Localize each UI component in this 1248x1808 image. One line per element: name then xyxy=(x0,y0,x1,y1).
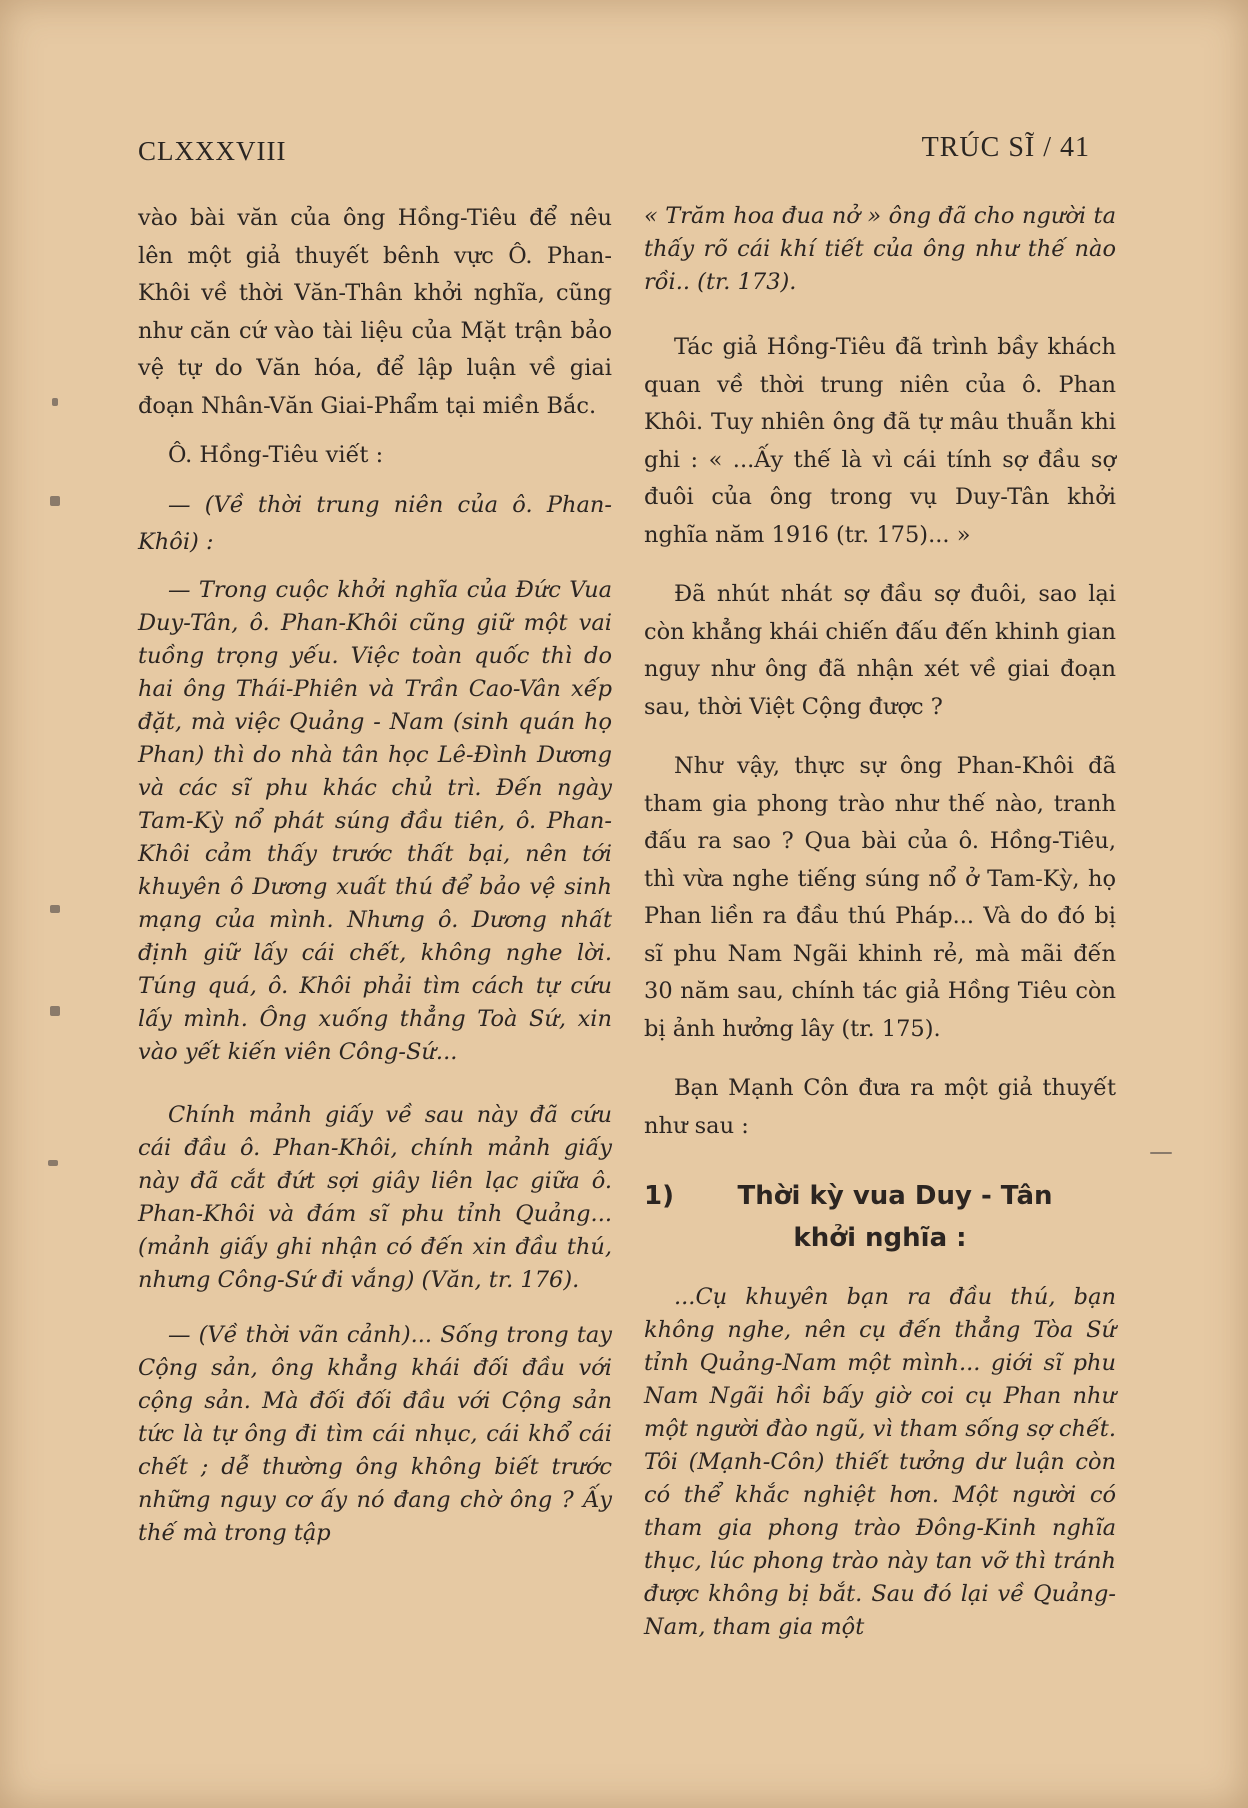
section-heading-line: khởi nghĩa : xyxy=(793,1223,967,1253)
page-header-left: CLXXXVIII xyxy=(138,136,287,166)
quoted-paragraph: Chính mảnh giấy về sau này đã cứu cái đầu ô. Phan-Khôi, chính mảnh giấy này đã cắt đứt sợi giây liên lạc giữa ô. Phan-Khôi và đám sĩ phu tỉnh Quảng... (mảnh giấy ghi nhận có đến xin đầu thú, nhưng Công-Sứ đi vắng) (Văn, tr. 176). xyxy=(138,1101,612,1293)
margin-mark xyxy=(1150,1152,1172,1154)
quoted-paragraph: — Trong cuộc khởi nghĩa của Đức Vua Duy-Tân, ô. Phan-Khôi cũng giữ một vai tuồng trọng yếu. Việc toàn quốc thì do hai ông Thái-Phiên và Trần Cao-Vân xếp đặt, mà việc Quảng - Nam (sinh quán họ Phan) thì do nhà tân học Lê-Đình Dương và các sĩ phu khác chủ trì. Đến ngày Tam-Kỳ nổ phát súng đầu tiên, ô. Phan-Khôi cảm thấy trước thất bại, nên tới khuyên ô Dương xuất thú để bảo vệ sinh mạng của mình. Nhưng ô. Dương nhất định giữ lấy cái chết, không nghe lời. Túng quá, ô. Khôi phải tìm cách tự cứu lấy mình. Ông xuống thẳng Toà Sứ, xin vào yết kiến viên Công-Sứ... xyxy=(138,576,612,1065)
section-heading xyxy=(644,1175,1116,1259)
paragraph: Đã nhút nhát sợ đầu sợ đuôi, sao lại còn khẳng khái chiến đấu đến khinh gian nguy như ông đã nhận xét về giai đoạn sau, thời Việt Cộng được ? xyxy=(644,581,1116,720)
page-header-right: TRÚC SĨ / 41 xyxy=(921,132,1090,163)
quoted-paragraph: ...Cụ khuyên bạn ra đầu thú, bạn không nghe, nên cụ đến thẳng Tòa Sứ tỉnh Quảng-Nam một mình... giới sĩ phu Nam Ngãi hồi bấy giờ coi cụ Phan như một người đào ngũ, vì tham sống sợ chết. Tôi (Mạnh-Côn) thiết tưởng dư luận còn có thể khắc nghiệt hơn. Một người có tham gia phong trào Đông-Kinh nghĩa thục, lúc phong trào này tan vỡ thì tránh được không bị bắt. Sau đó lại về Quảng-Nam, tham gia một xyxy=(644,1284,1116,1640)
margin-mark xyxy=(50,496,60,506)
section-number: 1) xyxy=(644,1181,674,1211)
paragraph: Tác giả Hồng-Tiêu đã trình bầy khách quan về thời trung niên của ô. Phan Khôi. Tuy nhiên ông đã tự mâu thuẫn khi ghi : « ...Ấy thế là vì cái tính sợ đầu sợ đuôi của ông trong vụ Duy-Tân khởi nghĩa năm 1916 (tr. 175)... » xyxy=(644,334,1116,548)
margin-mark xyxy=(50,1006,60,1016)
quoted-paragraph: — (Về thời vãn cảnh)... Sống trong tay Cộng sản, ông khẳng khái đối đầu với cộng sản. Mà đối đối đầu với Cộng sản tức là tự ông đi tìm cái nhục, cái khổ cái chết ; dễ thường ông không biết trước những nguy cơ ấy nó đang chờ ông ? Ấy thế mà trong tập xyxy=(138,1321,612,1546)
paragraph: Ô. Hồng-Tiêu viết : xyxy=(168,442,384,468)
quoted-paragraph: « Trăm hoa đua nở » ông đã cho người ta thấy rõ cái khí tiết của ông như thế nào rồi.. (tr. 173). xyxy=(644,203,1116,295)
paragraph: Như vậy, thực sự ông Phan-Khôi đã tham gia phong trào như thế nào, tranh đấu ra sao ? Qua bài của ô. Hồng-Tiêu, thì vừa nghe tiếng súng nổ ở Tam-Kỳ, họ Phan liền ra đầu thú Pháp... Và do đó bị sĩ phu Nam Ngãi khinh rẻ, mà mãi đến 30 năm sau, chính tác giả Hồng Tiêu còn bị ảnh hưởng lây (tr. 175). xyxy=(644,753,1116,1042)
right-column xyxy=(644,200,1116,1644)
paragraph: — (Về thời trung niên của ô. Phan-Khôi) : xyxy=(138,491,612,555)
paragraph: vào bài văn của ông Hồng-Tiêu để nêu lên một giả thuyết bênh vực Ô. Phan-Khôi về thời Văn-Thân khởi nghĩa, cũng như căn cứ vào tài liệu của Mặt trận bảo vệ tự do Văn hóa, để lập luận về giai đoạn Nhân-Văn Giai-Phẩm tại miền Bắc. xyxy=(138,205,612,419)
left-column xyxy=(138,200,612,1550)
paragraph: Bạn Mạnh Côn đưa ra một giả thuyết như sau : xyxy=(644,1075,1116,1139)
margin-mark xyxy=(48,1160,58,1166)
margin-mark xyxy=(52,398,58,406)
margin-mark xyxy=(50,905,60,913)
section-heading-line: Thời kỳ vua Duy - Tân xyxy=(737,1181,1053,1211)
